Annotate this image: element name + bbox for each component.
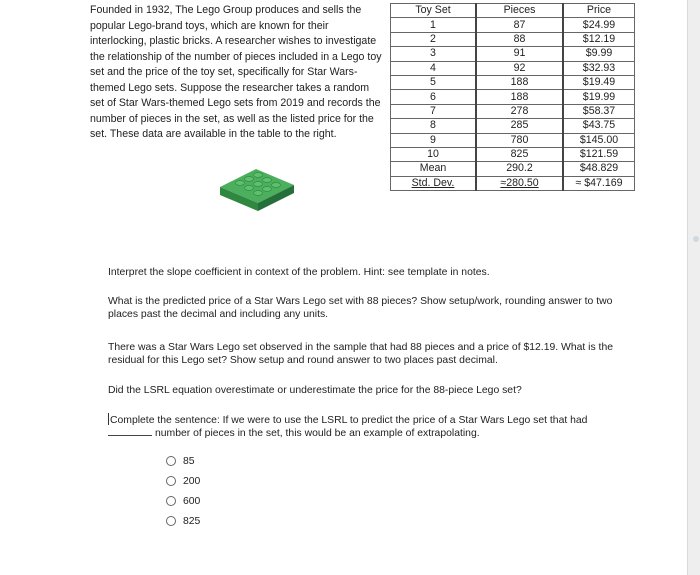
cell-pieces: 188 <box>476 90 563 104</box>
cell-price: ≈ $47.169 <box>563 176 635 190</box>
question-extrapolation-text1: Complete the sentence: If we were to use the LSRL to predict the price of a Star Wars Lego set that had <box>110 415 588 426</box>
question-slope: Interpret the slope coefficient in context of the problem. Hint: see template in notes. <box>108 267 490 278</box>
cell-price: $19.49 <box>563 75 635 89</box>
option-85[interactable] <box>166 451 200 471</box>
cell-pieces: 290.2 <box>476 162 563 176</box>
cell-set: 10 <box>391 147 477 161</box>
option-label: 600 <box>183 495 201 507</box>
cell-set: 5 <box>391 75 477 89</box>
question-extrapolation <box>108 413 638 440</box>
cell-set: Std. Dev. <box>391 176 477 190</box>
cell-price: $12.19 <box>563 32 635 46</box>
option-200[interactable] <box>166 471 200 491</box>
scrollbar-track[interactable] <box>687 0 700 575</box>
option-label: 85 <box>183 455 195 467</box>
cell-set: 8 <box>391 119 477 133</box>
cell-set: 6 <box>391 90 477 104</box>
cell-price: $58.37 <box>563 104 635 118</box>
cell-pieces: 825 <box>476 147 563 161</box>
question-predicted-price: What is the predicted price of a Star Wars Lego set with 88 pieces? Show setup/work, rounding answer to two places past the decimal and including any units. <box>108 296 613 320</box>
radio-button[interactable] <box>166 516 176 526</box>
lego-brick-icon <box>218 159 296 211</box>
header-toy-set: Toy Set <box>391 4 477 18</box>
cell-pieces: 780 <box>476 133 563 147</box>
scroll-indicator[interactable] <box>693 236 699 242</box>
answer-options <box>166 451 200 531</box>
radio-button[interactable] <box>166 496 176 506</box>
option-825[interactable] <box>166 511 200 531</box>
table-row-mean <box>391 162 635 176</box>
cell-price: $121.59 <box>563 147 635 161</box>
question-extrapolation-line1 <box>108 413 638 427</box>
option-label: 200 <box>183 475 201 487</box>
cell-set: 9 <box>391 133 477 147</box>
question-extrapolation-text2: number of pieces in the set, this would be an example of extrapolating. <box>155 428 480 439</box>
table-row <box>391 133 635 147</box>
text-cursor <box>108 413 109 425</box>
radio-button[interactable] <box>166 476 176 486</box>
cell-pieces: 285 <box>476 119 563 133</box>
table-row <box>391 32 635 46</box>
cell-price: $43.75 <box>563 119 635 133</box>
question-extrapolation-line2 <box>108 427 638 440</box>
cell-pieces: 87 <box>476 18 563 32</box>
cell-set: 3 <box>391 47 477 61</box>
table-row <box>391 147 635 161</box>
table-row <box>391 90 635 104</box>
table-row <box>391 47 635 61</box>
table-row <box>391 75 635 89</box>
header-pieces: Pieces <box>476 4 563 18</box>
cell-price: $9.99 <box>563 47 635 61</box>
cell-price: $32.93 <box>563 61 635 75</box>
question-residual: There was a Star Wars Lego set observed in the sample that had 88 pieces and a price of $12.19. What is the residual for this Lego set? Show setup and round answer to two places past decimal. <box>108 342 614 366</box>
option-label: 825 <box>183 515 201 527</box>
table-row <box>391 18 635 32</box>
cell-pieces: ≈280.50 <box>476 176 563 190</box>
cell-pieces: 188 <box>476 75 563 89</box>
header-price: Price <box>563 4 635 18</box>
table-header-row <box>391 4 635 18</box>
table-row <box>391 104 635 118</box>
cell-price: $24.99 <box>563 18 635 32</box>
question-over-under: Did the LSRL equation overestimate or underestimate the price for the 88-piece Lego set? <box>108 385 522 396</box>
cell-set: 7 <box>391 104 477 118</box>
table-row <box>391 61 635 75</box>
cell-pieces: 88 <box>476 32 563 46</box>
table-row <box>391 119 635 133</box>
radio-button[interactable] <box>166 456 176 466</box>
cell-set: Mean <box>391 162 477 176</box>
lego-data-table <box>390 3 635 191</box>
cell-pieces: 92 <box>476 61 563 75</box>
option-600[interactable] <box>166 491 200 511</box>
cell-pieces: 278 <box>476 104 563 118</box>
cell-pieces: 91 <box>476 47 563 61</box>
cell-set: 1 <box>391 18 477 32</box>
cell-price: $19.99 <box>563 90 635 104</box>
cell-set: 4 <box>391 61 477 75</box>
cell-price: $145.00 <box>563 133 635 147</box>
answer-blank <box>108 435 152 436</box>
cell-price: $48.829 <box>563 162 635 176</box>
cell-set: 2 <box>391 32 477 46</box>
intro-paragraph: Founded in 1932, The Lego Group produces and sells the popular Lego-brand toys, which are known for their interlocking, plastic bricks. A researcher wishes to investigate the relationship of the number of pieces included in a Lego toy set and the price of the toy set, specifically for Star Wars-themed Lego sets. Suppose the researcher takes a random set of Star Wars-themed Lego sets from 2019 and records the number of pieces in the set, as well as the listed price for the set. These data are available in the table to the right. <box>90 4 382 140</box>
table-row-std-dev <box>391 176 635 190</box>
